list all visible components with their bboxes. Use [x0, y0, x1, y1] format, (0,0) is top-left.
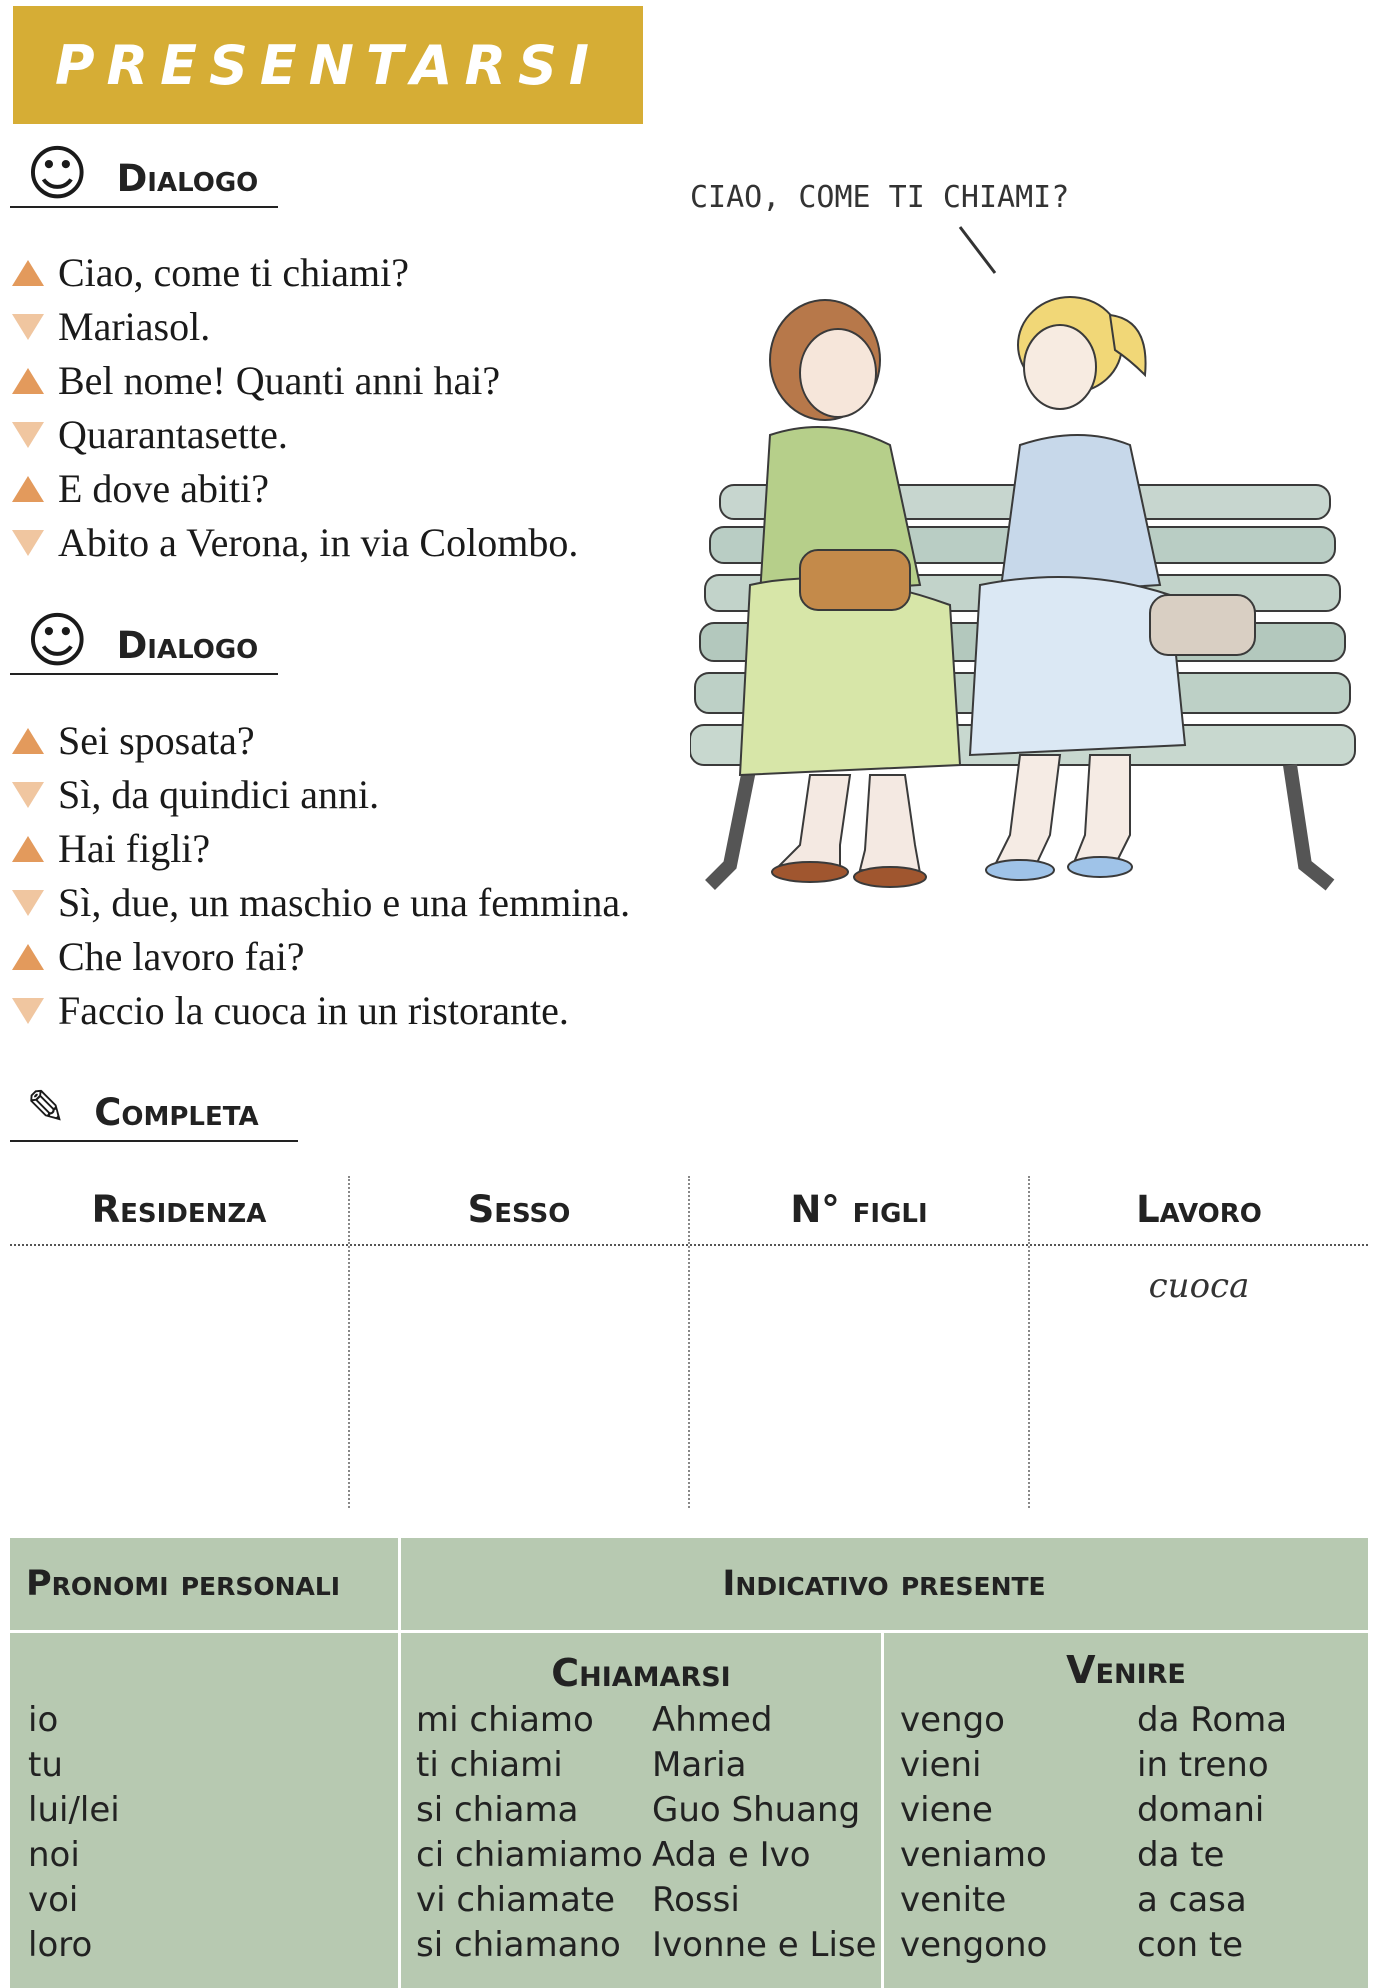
tense-header: Indicativo presente: [722, 1564, 1046, 1604]
column-header-sesso: Sesso: [350, 1176, 690, 1244]
pronouns-header: Pronomi personali: [26, 1564, 341, 1604]
dialog-line: Hai figli?: [12, 822, 630, 876]
dialog-line: Ciao, come ti chiami?: [12, 246, 578, 300]
verb-chiamarsi-header: Chiamarsi: [551, 1651, 731, 1695]
dialog1-list: [12, 246, 578, 570]
page-title: PRESENTARSI: [54, 33, 602, 97]
completa-title: Completa: [94, 1091, 259, 1134]
example-complement: da te: [1137, 1835, 1225, 1875]
verb-form: mi chiamo: [416, 1700, 594, 1740]
dialog-line: Abito a Verona, in via Colombo.: [12, 516, 578, 570]
pencil-icon: ✎: [26, 1080, 67, 1136]
triangle-down-icon: [12, 782, 44, 808]
answer-cell-figli[interactable]: [690, 1246, 1030, 1508]
dialog2-list: [12, 714, 630, 1038]
triangle-up-icon: [12, 728, 44, 754]
answer-cell-lavoro[interactable]: cuoca: [1148, 1266, 1250, 1306]
dialog-line: E dove abiti?: [12, 462, 578, 516]
speech-pointer: [960, 227, 995, 273]
chiamarsi-forms-column: [416, 1698, 643, 1968]
pronoun: noi: [28, 1835, 80, 1875]
triangle-up-icon: [12, 944, 44, 970]
smiley-icon: ☺: [26, 606, 89, 676]
column-header-figli: N° figli: [690, 1176, 1030, 1244]
answer-cell-residenza[interactable]: [10, 1246, 350, 1508]
verb-form: vengono: [900, 1925, 1048, 1965]
table-header-row: [10, 1176, 1368, 1246]
verb-form: viene: [900, 1790, 993, 1830]
example-complement: domani: [1137, 1790, 1265, 1830]
example-complement: da Roma: [1137, 1700, 1288, 1740]
example-complement: a casa: [1137, 1880, 1247, 1920]
dialog1-heading: [10, 139, 278, 209]
triangle-up-icon: [12, 836, 44, 862]
venire-forms-column: [900, 1698, 1047, 1968]
example-name: Ahmed: [652, 1700, 773, 1740]
dialog-line: Che lavoro fai?: [12, 930, 630, 984]
example-name: Maria: [652, 1745, 747, 1785]
dialog2-title: Dialogo: [116, 624, 259, 667]
verb-form: vengo: [900, 1700, 1005, 1740]
example-name: Ada e Ivo: [652, 1835, 811, 1875]
dialog2-heading: [10, 606, 278, 676]
pronouns-column: [28, 1698, 120, 1968]
triangle-down-icon: [12, 890, 44, 916]
triangle-down-icon: [12, 422, 44, 448]
verb-form: si chiama: [416, 1790, 579, 1830]
speech-bubble-text: CIAO, COME TI CHIAMI?: [690, 180, 1070, 215]
verb-form: vieni: [900, 1745, 982, 1785]
column-header-residenza: Residenza: [10, 1176, 350, 1244]
chiamarsi-names-column: [652, 1698, 877, 1968]
venire-complements-column: [1137, 1698, 1287, 1968]
dialog-line: Mariasol.: [12, 300, 578, 354]
verb-form: venite: [900, 1880, 1007, 1920]
verb-form: veniamo: [900, 1835, 1047, 1875]
grammar-divider: [10, 1630, 1368, 1633]
table-answer-row: [10, 1246, 1368, 1508]
dialog-line: Faccio la cuoca in un ristorante.: [12, 984, 630, 1038]
dialog-line: Sei sposata?: [12, 714, 630, 768]
dialog1-title: Dialogo: [116, 157, 259, 200]
dialog-line: Sì, due, un maschio e una femmina.: [12, 876, 630, 930]
dialog-line: Sì, da quindici anni.: [12, 768, 630, 822]
dialog-line: Quarantasette.: [12, 408, 578, 462]
smiley-icon: ☺: [26, 139, 89, 209]
example-name: Ivonne e Lise: [652, 1925, 877, 1965]
verb-form: si chiamano: [416, 1925, 621, 1965]
title-banner: [13, 6, 643, 124]
triangle-up-icon: [12, 368, 44, 394]
pronoun: io: [28, 1700, 59, 1740]
triangle-up-icon: [12, 260, 44, 286]
example-complement: con te: [1137, 1925, 1244, 1965]
pronoun: loro: [28, 1925, 93, 1965]
example-name: Guo Shuang: [652, 1790, 861, 1830]
pronoun: voi: [28, 1880, 79, 1920]
bench-illustration: [690, 145, 1370, 925]
verb-venire-header: Venire: [1066, 1648, 1186, 1692]
grammar-table: [10, 1538, 1368, 1988]
verb-form: vi chiamate: [416, 1880, 616, 1920]
completa-table: [10, 1176, 1368, 1508]
triangle-up-icon: [12, 476, 44, 502]
example-complement: in treno: [1137, 1745, 1269, 1785]
answer-cell-sesso[interactable]: [350, 1246, 690, 1508]
dialog-line: Bel nome! Quanti anni hai?: [12, 354, 578, 408]
column-header-lavoro: Lavoro: [1136, 1188, 1262, 1231]
verb-form: ti chiami: [416, 1745, 563, 1785]
triangle-down-icon: [12, 530, 44, 556]
triangle-down-icon: [12, 314, 44, 340]
triangle-down-icon: [12, 998, 44, 1024]
verb-form: ci chiamiamo: [416, 1835, 643, 1875]
example-name: Rossi: [652, 1880, 740, 1920]
pronoun: lui/lei: [28, 1790, 120, 1830]
completa-heading: [10, 1082, 298, 1142]
pronoun: tu: [28, 1745, 63, 1785]
grammar-divider: [398, 1538, 401, 1988]
